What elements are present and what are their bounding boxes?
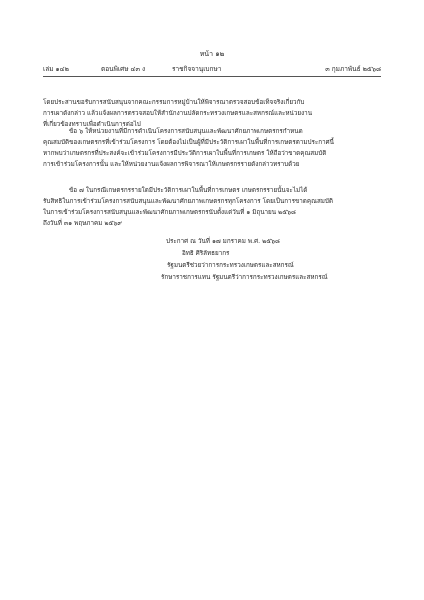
paragraph-line: หากพบว่าเกษตรกรที่ประสงค์จะเข้าร่วมโครงการมีประวัติการเผาในพื้นที่การเกษตร ให้ถือว่าขาดคุณสมบัติ (43, 150, 327, 157)
paragraph-line: การเผาดังกล่าว แล้วแจ้งผลการตรวจสอบให้สำนักงานปลัดกระทรวงเกษตรและสหกรณ์และหน่วยงาน (43, 110, 313, 117)
header-divider (43, 76, 381, 77)
paragraph-line: คุณสมบัติของเกษตรกรที่เข้าร่วมโครงการ โดยต้องไม่เป็นผู้ที่มีประวัติการเผาในพื้นที่การเกษตรตามประกาศนี้ (43, 139, 334, 146)
paragraph-line: รับสิทธิในการเข้าร่วมโครงการสนับสนุนและพัฒนาศักยภาพเกษตรกรทุกโครงการ โดยเป็นการขาดคุณสมบัติ (43, 198, 334, 205)
signatory-title: รัฐมนตรีช่วยว่าการกระทรวงเกษตรและสหกรณ์ (167, 262, 294, 269)
gazette-date: ๓ กุมภาพันธ์ ๒๕๖๘ (325, 65, 381, 73)
signatory-acting-role: รักษาราชการแทน รัฐมนตรีว่าการกระทรวงเกษตรและสหกรณ์ (161, 274, 328, 281)
paragraph-line: ถึงวันที่ ๓๑ พฤษภาคม ๒๕๖๙ (43, 220, 122, 227)
paragraph-line: ในการเข้าร่วมโครงการสนับสนุนและพัฒนาศักยภาพเกษตรกรนับตั้งแต่วันที่ ๑ มิถุนายน ๒๕๖๘ (43, 209, 296, 216)
gazette-header (43, 64, 381, 74)
special-part: ตอนพิเศษ ๔๓ ง (101, 65, 146, 73)
volume-number: เล่ม ๑๔๒ (43, 65, 69, 73)
paragraph-line: ข้อ ๗ ในกรณีเกษตรกรรายใดมีประวัติการเผาในพื้นที่การเกษตร เกษตรกรรายนั้นจะไม่ได้ (69, 187, 308, 194)
paragraph-line: โดยประสานขอรับการสนับสนุนจากคณะกรรมการหมู่บ้านให้พิจารณาตรวจสอบข้อเท็จจริงเกี่ยวกับ (43, 99, 305, 106)
paragraph-line: ที่เกี่ยวข้องทราบเพื่อดำเนินการต่อไป (43, 121, 141, 128)
paragraph-line: ข้อ ๖ ให้หน่วยงานที่มีการดำเนินโครงการสนับสนุนและพัฒนาศักยภาพเกษตรกรกำหนด (69, 128, 303, 135)
page-number: หน้า ๑๒ (199, 50, 225, 58)
paragraph-clause-7 (43, 185, 381, 229)
paragraph-line: การเข้าร่วมโครงการนั้น และให้หน่วยงานแจ้งผลการพิจารณาให้เกษตรกรรายดังกล่าวทราบด้วย (43, 161, 300, 168)
signatory-name: อิทธิ ศิริลัทธยากร (182, 250, 230, 257)
announcement-date: ประกาศ ณ วันที่ ๑๗ มกราคม พ.ศ. ๒๕๖๘ (166, 238, 280, 245)
gazette-name: ราชกิจจานุเบกษา (172, 65, 222, 73)
paragraph-clause-6 (43, 126, 381, 170)
